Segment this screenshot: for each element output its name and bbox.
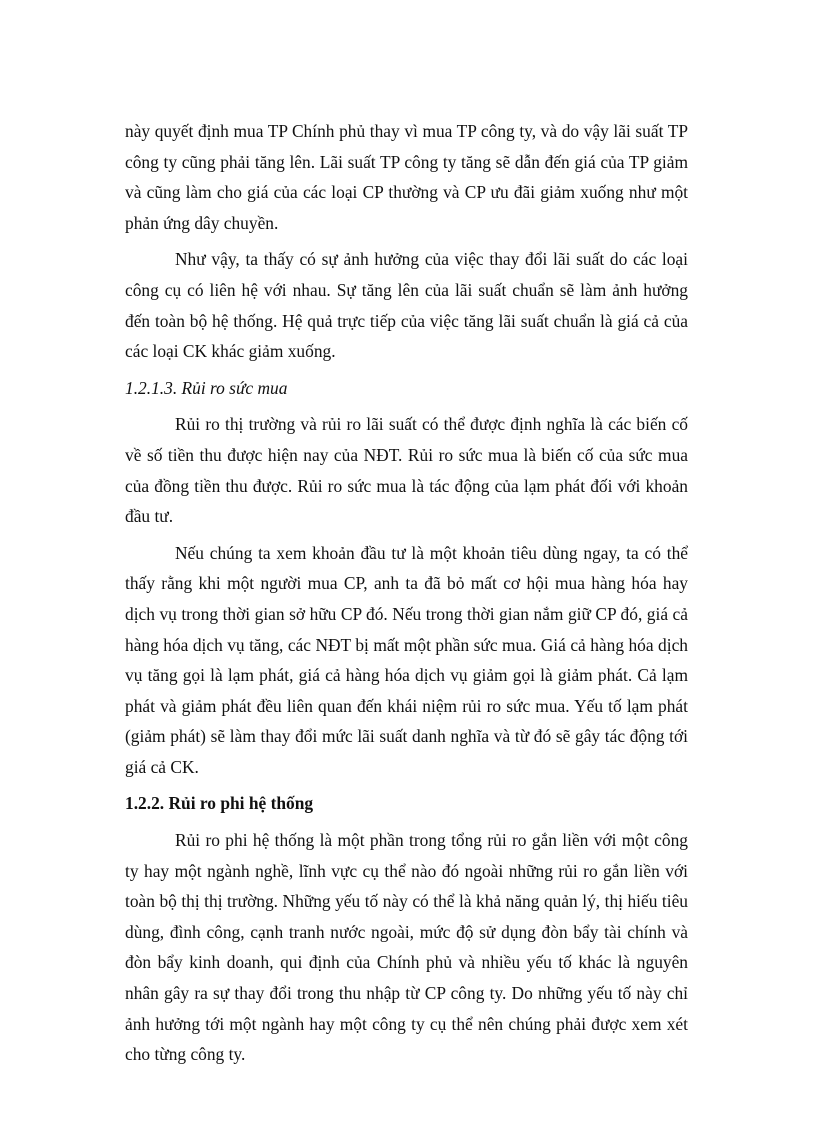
- paragraph-unsystematic-risk-definition: Rủi ro phi hệ thống là một phần trong tổng rủi ro gắn liền với một công ty hay một ngành nghề, lĩnh vực cụ thể nào đó ngoài những rủi ro gắn liền với toàn bộ thị thị trường. Những yếu tố này có thể là khả năng quản lý, thị hiếu tiêu dùng, đình công, cạnh tranh nước ngoài, mức độ sử dụng đòn bẩy tài chính và đòn bẩy kinh doanh, qui định của Chính phủ và nhiều yếu tố khác là nguyên nhân gây ra sự thay đổi trong thu nhập từ CP công ty. Do những yếu tố này chỉ ảnh hưởng tới một ngành hay một công ty cụ thể nên chúng phải được xem xét cho từng công ty.: [125, 830, 688, 1065]
- paragraph-purchasing-power-definition: Rủi ro thị trường và rủi ro lãi suất có thể được định nghĩa là các biến cố về số tiền thu được hiện nay của NĐT. Rủi ro sức mua là biến cố của sức mua của đồng tiền thu được. Rủi ro sức mua là tác động của lạm phát đối với khoản đầu tư.: [125, 414, 688, 527]
- section-heading-purchasing-power-risk: 1.2.1.3. Rủi ro sức mua: [125, 377, 288, 398]
- paragraph-interest-rate-effect: Như vậy, ta thấy có sự ảnh hưởng của việc thay đổi lãi suất do các loại công cụ có liên hệ với nhau. Sự tăng lên của lãi suất chuẩn sẽ làm ảnh hưởng đến toàn bộ hệ thống. Hệ quả trực tiếp của việc tăng lãi suất chuẩn là giá cả của các loại CK khác giảm xuống.: [125, 249, 688, 362]
- paragraph-interest-rate-chain: này quyết định mua TP Chính phủ thay vì mua TP công ty, và do vậy lãi suất TP công ty cũng phải tăng lên. Lãi suất TP công ty tăng sẽ dẫn đến giá của TP giảm và cũng làm cho giá của các loại CP thường và CP ưu đãi giảm xuống như một phản ứng dây chuyền.: [125, 121, 688, 233]
- document-page: [125, 116, 688, 1076]
- paragraph-inflation-explanation: Nếu chúng ta xem khoản đầu tư là một khoản tiêu dùng ngay, ta có thể thấy rằng khi một người mua CP, anh ta đã bỏ mất cơ hội mua hàng hóa hay dịch vụ trong thời gian sở hữu CP đó. Nếu trong thời gian nắm giữ CP đó, giá cả hàng hóa dịch vụ tăng, các NĐT bị mất một phần sức mua. Giá cả hàng hóa dịch vụ tăng gọi là lạm phát, giá cả hàng hóa dịch vụ giảm gọi là giảm phát. Cả lạm phát và giảm phát đều liên quan đến khái niệm rủi ro sức mua. Yếu tố lạm phát (giảm phát) sẽ làm thay đổi mức lãi suất danh nghĩa và từ đó sẽ gây tác động tới giá cả CK.: [125, 542, 688, 777]
- section-heading-unsystematic-risk: 1.2.2. Rủi ro phi hệ thống: [125, 793, 314, 814]
